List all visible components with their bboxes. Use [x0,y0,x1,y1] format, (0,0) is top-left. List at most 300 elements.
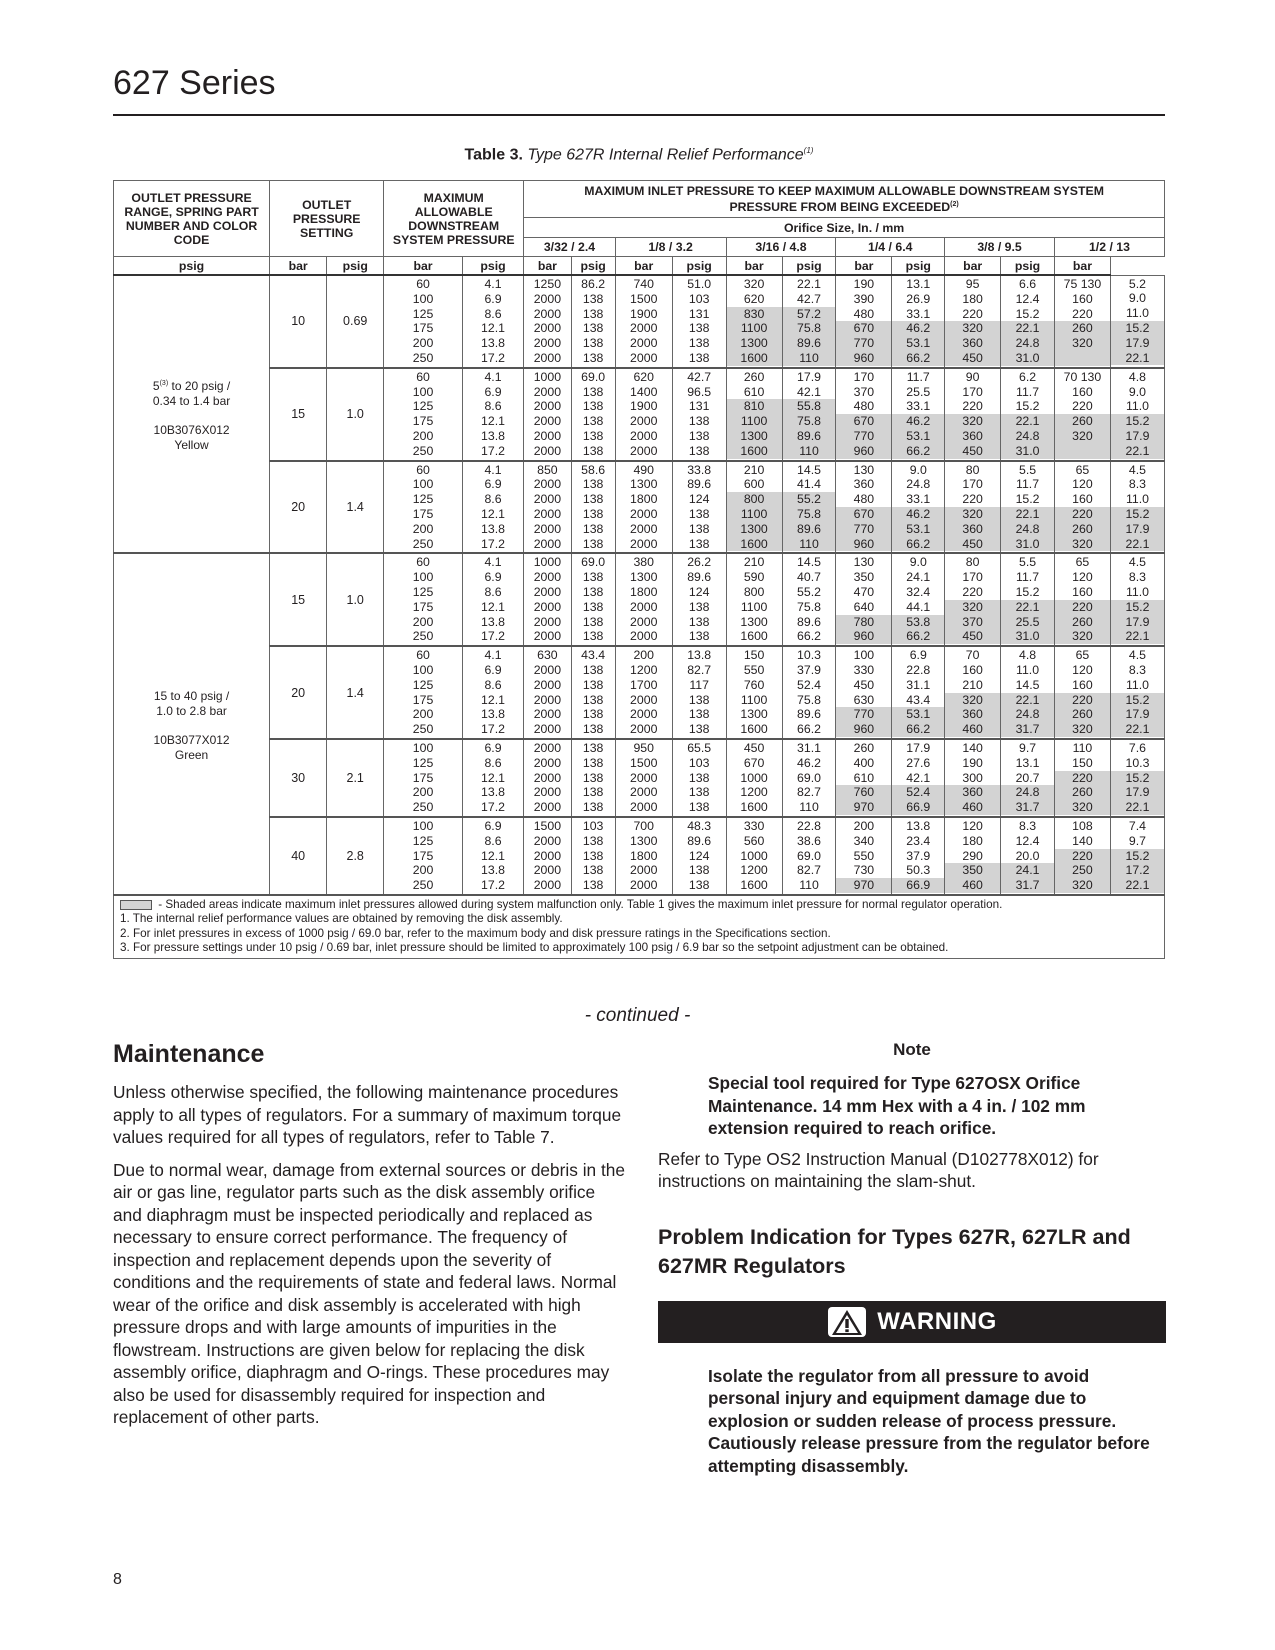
value-cell: 15.2 [1015,306,1040,321]
note-2: 2. For inlet pressures in excess of 1000 psig / 69.0 bar, refer to the maximum body and disk pressure ratings in the Specifications section. [120,926,831,940]
value-cell: 12.1 [481,848,505,863]
value-column [462,461,523,554]
value-cell: 17.2 [481,878,505,893]
value-cell: 250 [1055,863,1110,878]
warning-text: Isolate the regulator from all pressure to avoid personal injury and equipment damage due to explosion or sudden release of process pressure. Cautiously release pressure from the regulator before attempting disassembly. [708,1365,1150,1476]
value-cell: 60 [416,277,430,292]
setting-psig: 20 [270,646,327,739]
value-cell: 180 [962,291,983,306]
value-column [945,461,1001,554]
range-line-1: 15 to 40 psig / [153,688,230,703]
table-block-row [114,646,1165,739]
value-cell: 2000 [630,599,658,614]
value-cell: 250 [412,536,434,551]
value-cell: 1300 [630,477,658,492]
value-cell: 1100 [740,599,768,614]
value-cell: 2000 [533,521,562,536]
value-cell: 1600 [727,537,782,552]
value-cell: 6.9 [909,648,927,663]
value-cell: 110 [783,537,836,552]
value-cell: 1000 [533,555,562,570]
value-cell: 190 [962,755,983,770]
setting-psig: 10 [270,275,327,368]
value-cell: 8.3 [1128,663,1147,678]
value-cell: 9.0 [909,555,927,570]
value-cell: 31.0 [1001,444,1054,459]
value-cell: 12.1 [481,770,505,785]
value-cell: 360 [945,522,1000,537]
page-header [113,58,1165,116]
value-column [726,275,782,368]
value-column [571,646,615,739]
value-cell: 52.4 [892,785,944,800]
value-cell: 220 [962,399,983,414]
value-cell: 2000 [533,384,562,399]
value-cell: 320 [945,507,1000,522]
value-cell: 970 [836,800,891,815]
value-cell: 960 [836,537,891,552]
value-cell: 31.7 [1001,800,1054,815]
value-cell: 8.3 [1018,818,1037,833]
value-cell: 22.1 [1001,600,1054,615]
value-cell: 17.9 [1111,522,1164,537]
value-cell: 15.2 [1111,849,1164,864]
value-cell: 125 [412,755,434,770]
value-cell: 138 [688,707,710,722]
value-column [384,646,463,739]
value-cell: 560 [743,833,765,848]
value-cell: 360 [945,707,1000,722]
value-cell: 120 [1072,663,1093,678]
maintenance-paragraph-1: Unless otherwise specified, the following maintenance procedures apply to all types of regulators. For a summary of maximum torque values required for all types of regulators, refer to Table 7. [113,1082,622,1147]
value-cell: 100 [412,818,434,833]
value-cell: 69.0 [797,770,821,785]
note-body: Special tool required for Type 627OSX Orifice Maintenance. 14 mm Hex with a 4 in. / 102 mm extension required to reach orifice. [708,1073,1086,1138]
value-cell: 70 130 [1063,369,1102,384]
unit-psig-header: psig [892,257,945,276]
value-cell: 48.3 [687,818,712,833]
value-cell: 175 [412,770,434,785]
value-cell: 250 [412,878,434,893]
value-cell: 38.6 [797,833,821,848]
table-block-row [114,817,1165,895]
value-cell: 6.9 [484,663,502,678]
value-cell: 8.6 [484,755,502,770]
value-column [836,817,892,895]
value-cell: 13.8 [481,429,505,444]
value-cell: 670 [836,414,891,429]
value-cell: 1800 [630,585,658,600]
value-cell: 82.7 [687,663,712,678]
value-cell: 200 [412,707,434,722]
value-cell: 43.4 [906,692,931,707]
value-cell: 31.1 [797,741,821,755]
value-cell: 4.8 [1018,648,1037,663]
value-cell: 620 [743,291,765,306]
value-column [462,817,523,895]
value-cell: 17.2 [481,351,505,366]
setting-bar: 2.1 [327,739,384,817]
value-cell: 17.2 [1111,863,1164,878]
value-cell: 89.6 [783,336,836,351]
orifice-size-header: 3/32 / 2.4 [524,238,616,257]
value-cell: 138 [688,507,710,522]
value-cell: 9.0 [909,462,927,477]
value-cell: 138 [582,585,604,600]
value-cell: 17.9 [1111,785,1164,800]
value-column [726,461,782,554]
value-cell: 53.1 [892,429,944,444]
value-cell: 140 [1072,833,1093,848]
value-cell: 65 [1075,462,1090,477]
value-cell: 1000 [533,369,562,384]
header-max-allowable: MAXIMUM ALLOWABLE DOWNSTREAM SYSTEM PRESSURE [384,181,524,257]
value-cell: 1100 [727,414,782,429]
value-cell: 120 [1072,477,1093,492]
value-cell: 11.0 [1016,663,1040,678]
value-column [462,739,523,817]
value-cell: 138 [582,770,604,785]
value-cell: 2000 [533,351,562,366]
value-cell: 138 [582,570,604,585]
value-cell: 8.6 [484,306,502,321]
value-column [524,461,571,554]
value-cell: 125 [412,492,434,507]
value-cell: 13.1 [1015,755,1040,770]
value-column [672,368,726,461]
value-cell: 2000 [630,414,658,429]
value-cell: 2000 [630,521,658,536]
value-column [1110,646,1164,739]
value-cell: 55.2 [783,492,836,507]
value-cell: 138 [582,492,604,507]
value-cell: 138 [582,800,604,815]
value-cell: 138 [582,629,604,644]
value-cell: 89.6 [687,833,712,848]
value-cell: 69.0 [581,369,606,384]
value-cell: 15.2 [1111,414,1164,429]
value-cell: 830 [727,307,782,322]
value-cell: 55.2 [797,585,821,600]
value-cell: 2000 [533,692,562,707]
value-cell: 2000 [533,878,562,893]
value-cell: 2000 [630,629,658,644]
value-cell: 180 [962,833,983,848]
value-cell: 780 [836,615,891,630]
value-cell: 138 [582,321,604,336]
value-cell: 220 [1072,399,1093,414]
unit-bar-header: bar [836,257,892,276]
value-cell: 89.6 [797,707,821,722]
value-cell: 6.6 [1018,277,1037,292]
value-cell: 450 [945,444,1000,459]
value-cell: 12.1 [481,507,505,522]
value-cell: 60 [416,369,430,384]
value-cell: 1300 [740,614,768,629]
value-cell: 320 [743,277,765,292]
value-cell: 2000 [630,336,658,351]
setting-bar: 1.0 [327,553,384,646]
value-cell: 220 [1055,600,1110,615]
value-cell: 2000 [630,785,658,800]
value-cell: 24.1 [906,570,931,585]
value-column [462,646,523,739]
value-cell: 138 [688,443,710,458]
value-cell: 175 [412,414,434,429]
value-cell: 52.4 [797,677,821,692]
value-cell: 1500 [630,291,658,306]
value-cell: 160 [1072,291,1093,306]
value-cell: 22.1 [797,277,821,292]
value-cell: 970 [836,878,891,893]
unit-bar-header: bar [615,257,672,276]
value-cell: 138 [688,629,710,644]
value-cell: 2000 [533,443,562,458]
value-cell: 220 [1072,306,1093,321]
setting-psig: 40 [270,817,327,895]
value-column [462,368,523,461]
value-cell: 24.8 [1001,336,1054,351]
value-cell: 210 [962,677,983,692]
value-column [615,461,672,554]
value-cell: 138 [582,399,604,414]
value-cell: 2000 [533,536,562,551]
setting-psig: 15 [270,368,327,461]
table-caption [113,146,1165,164]
value-cell: 260 [1055,414,1110,429]
value-cell: 1400 [630,384,658,399]
value-cell: 1300 [630,570,658,585]
value-cell: 138 [688,336,710,351]
value-cell: 138 [582,785,604,800]
value-cell: 2000 [533,321,562,336]
maintenance-section [113,1040,628,1439]
value-cell: 2000 [533,785,562,800]
value-cell: 46.2 [797,755,821,770]
value-cell: 480 [853,399,875,414]
value-cell: 50.3 [906,863,931,878]
value-cell: 200 [853,818,875,833]
value-column [571,461,615,554]
value-cell: 300 [962,770,983,785]
value-cell: 89.6 [687,570,712,585]
value-column [672,739,726,817]
value-cell: 138 [582,722,604,737]
value-cell: 22.8 [906,663,931,678]
value-column [726,646,782,739]
value-cell: 66.9 [892,878,944,893]
setting-psig: 20 [270,461,327,554]
value-cell: 370 [853,384,875,399]
value-cell: 4.1 [484,277,502,292]
value-cell: 610 [853,770,875,785]
value-cell: 1700 [630,677,658,692]
value-cell: 2000 [533,599,562,614]
value-column [615,368,672,461]
value-cell: 960 [836,629,891,644]
value-column [615,275,672,368]
value-cell: 1100 [727,507,782,522]
value-column [892,553,945,646]
unit-psig-header: psig [571,257,615,276]
value-cell: 2000 [533,833,562,848]
value-cell: 480 [853,306,875,321]
value-cell: 1200 [630,663,658,678]
value-cell: 125 [412,677,434,692]
value-cell: 66.2 [892,537,944,552]
value-cell: 2000 [630,863,658,878]
value-cell: 160 [1072,492,1093,507]
value-cell: 320 [945,600,1000,615]
value-column [1110,553,1164,646]
value-cell: 9.7 [1128,833,1147,848]
table-block-row [114,275,1165,368]
value-cell: 138 [688,878,710,893]
unit-bar-header: bar [945,257,1001,276]
unit-bar-header: bar [1054,257,1110,276]
value-cell: 260 [1055,707,1110,722]
value-cell: 13.8 [481,707,505,722]
value-cell: 130 [853,462,875,477]
value-cell: 138 [582,414,604,429]
value-cell: 103 [582,818,604,833]
value-cell: 360 [853,477,875,492]
value-cell: 2000 [630,722,658,737]
value-cell: 138 [688,614,710,629]
value-cell: 138 [582,384,604,399]
value-cell: 9.0 [1128,384,1147,399]
value-cell: 65 [1075,555,1090,570]
value-cell: 138 [582,692,604,707]
value-cell: 960 [836,444,891,459]
value-column [615,553,672,646]
value-column [782,739,836,817]
value-cell: 260 [1055,615,1110,630]
value-cell: 75.8 [783,507,836,522]
unit-psig-header: psig [1001,257,1055,276]
value-cell: 9.7 [1018,741,1037,755]
value-cell: 11.7 [1016,477,1040,492]
value-cell: 2000 [533,707,562,722]
value-cell: 17.9 [1111,429,1164,444]
value-cell: 9.0 [1128,291,1147,306]
value-column [384,368,463,461]
value-cell: 175 [412,321,434,336]
value-cell: 960 [836,351,891,366]
value-column [615,817,672,895]
value-cell: 43.4 [581,648,606,663]
value-cell: 14.5 [797,462,821,477]
value-cell: 108 [1072,818,1093,833]
range-cell [114,553,270,895]
value-cell: 4.1 [484,369,502,384]
value-column [1110,739,1164,817]
value-cell: 90 [965,369,980,384]
value-cell: 22.1 [1111,800,1164,815]
value-cell: 110 [783,444,836,459]
value-cell: 27.6 [906,755,931,770]
value-cell: 630 [853,692,875,707]
value-cell: 14.5 [797,555,821,570]
value-cell: 220 [962,492,983,507]
range-line-1: 5$^{(3)}$ to 20 psig / [152,378,231,393]
value-cell: 1600 [740,878,768,893]
value-cell: 31.7 [1001,878,1054,893]
table-block-row [114,739,1165,817]
value-column [524,553,571,646]
value-cell: 330 [853,663,875,678]
value-cell: 7.4 [1128,818,1147,833]
spring-part-number: 10B3076X012 [153,422,230,437]
value-cell: 175 [412,692,434,707]
value-cell: 220 [1055,849,1110,864]
value-cell: 24.1 [1001,863,1054,878]
value-cell: 6.9 [484,818,502,833]
value-cell: 450 [945,629,1000,644]
value-cell: 13.8 [481,785,505,800]
value-column [524,739,571,817]
value-cell: 138 [582,863,604,878]
value-cell: 22.1 [1111,537,1164,552]
value-cell: 200 [412,521,434,536]
unit-psig-header: psig [672,257,726,276]
value-cell: 250 [412,722,434,737]
value-cell: 138 [582,429,604,444]
header-rule [113,114,1165,116]
value-cell: 60 [416,648,430,663]
value-cell: 170 [853,369,875,384]
value-cell: 20.7 [1015,770,1040,785]
value-cell: 850 [537,462,558,477]
value-column [892,461,945,554]
unit-psig-header: psig [114,257,270,276]
value-cell: 66.2 [892,351,944,366]
note-title: Note [893,1040,931,1059]
value-cell: 53.1 [892,522,944,537]
value-cell: 110 [783,351,836,366]
value-cell: 260 [853,741,875,755]
value-cell: 2000 [533,492,562,507]
value-cell: 22.1 [1111,444,1164,459]
value-cell: 138 [688,863,710,878]
shade-swatch-icon [120,900,152,910]
value-cell: 2000 [533,629,562,644]
value-cell: 160 [1072,585,1093,600]
value-cell: 4.5 [1128,462,1147,477]
value-cell: 138 [582,291,604,306]
value-cell: 6.9 [484,741,502,755]
value-cell: 15.2 [1015,492,1040,507]
value-cell: 450 [945,351,1000,366]
warning-banner [658,1301,1166,1343]
value-cell: 360 [945,429,1000,444]
page-number: 8 [113,1571,122,1588]
value-cell: 66.2 [892,444,944,459]
value-cell: 320 [1055,800,1110,815]
value-cell: 125 [412,833,434,848]
value-cell: 2000 [533,677,562,692]
value-cell: 138 [582,755,604,770]
value-cell: 125 [412,399,434,414]
value-cell: 2000 [533,429,562,444]
value-column [782,646,836,739]
value-cell: 220 [1055,693,1110,708]
warning-triangle-icon [827,1306,867,1338]
value-cell: 11.7 [906,369,930,384]
value-cell: 8.6 [484,585,502,600]
value-cell: 138 [688,536,710,551]
value-cell: 138 [582,507,604,522]
